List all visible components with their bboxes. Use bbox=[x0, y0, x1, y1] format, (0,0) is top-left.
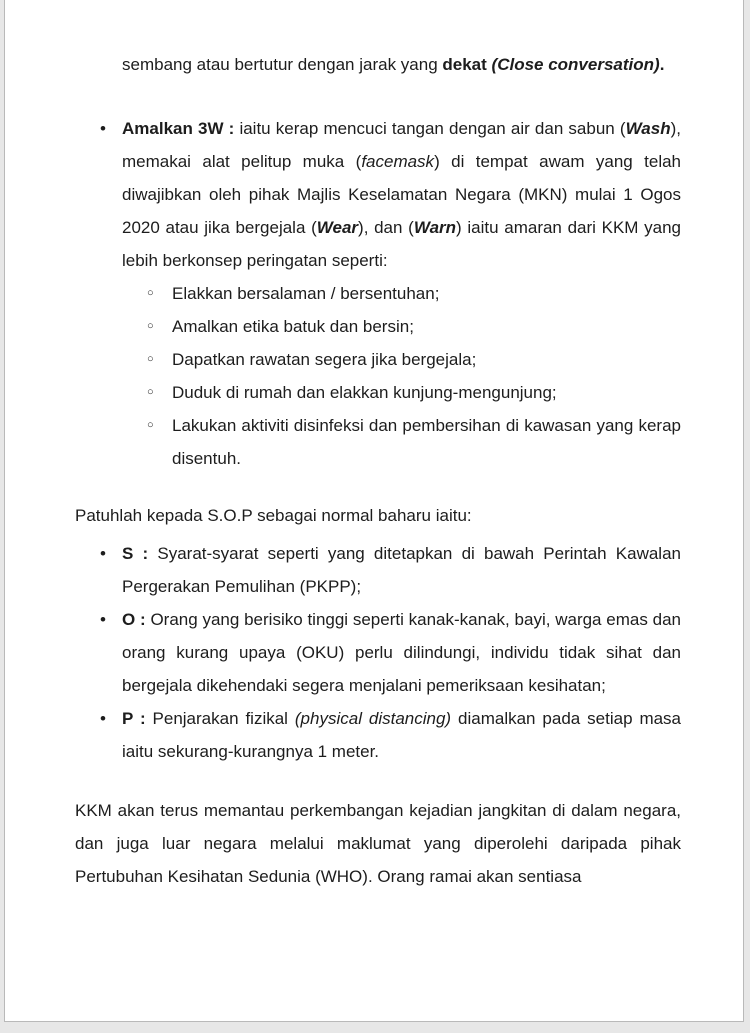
text-segment-bold: Amalkan 3W : bbox=[122, 119, 240, 138]
bullet-icon: • bbox=[100, 709, 106, 728]
bullet-icon: • bbox=[100, 610, 106, 629]
text-segment: sembang atau bertutur dengan jarak yang bbox=[122, 55, 443, 74]
text-segment-bold-italic: (Close conversation) bbox=[491, 55, 660, 74]
text-segment-bold-italic: Wash bbox=[625, 119, 671, 138]
text-segment-bold: dekat bbox=[442, 55, 492, 74]
list-item-p bbox=[100, 702, 681, 768]
circle-bullet-icon: ○ bbox=[147, 419, 154, 431]
list-item-amalkan-3w bbox=[100, 112, 681, 277]
list-item-text bbox=[122, 702, 681, 768]
list-item-rawatan-segera bbox=[147, 343, 681, 376]
list-item-text: Duduk di rumah dan elakkan kunjung-mengunjung; bbox=[172, 383, 557, 402]
circle-bullet-icon: ○ bbox=[147, 287, 154, 299]
list-item-text: Elakkan bersalaman / bersentuhan; bbox=[172, 284, 440, 303]
text-segment-bold: P : bbox=[122, 709, 153, 728]
bullet-list-3w bbox=[100, 112, 681, 277]
text-segment-italic: facemask bbox=[361, 152, 435, 171]
paragraph-patuhlah-sop: Patuhlah kepada S.O.P sebagai normal baharu iaitu: bbox=[75, 506, 472, 525]
paragraph-close-conversation bbox=[122, 48, 681, 81]
text-segment-bold: S : bbox=[122, 544, 158, 563]
bullet-icon: • bbox=[100, 119, 106, 138]
text-segment-italic: (physical distancing) bbox=[294, 709, 452, 728]
text-segment: ), memakai alat pelitup muka ( bbox=[122, 119, 681, 171]
list-item-disinfeksi bbox=[147, 409, 681, 475]
list-item-elakkan-bersalaman bbox=[147, 277, 681, 310]
circle-bullet-icon: ○ bbox=[147, 353, 154, 365]
list-item-text: Amalkan etika batuk dan bersin; bbox=[172, 317, 414, 336]
list-item-text bbox=[122, 537, 681, 603]
text-segment: Syarat-syarat seperti yang ditetapkan di bawah Perintah Kawalan Pergerakan Pemulihan (PKPP); bbox=[122, 544, 681, 596]
circle-bullet-icon: ○ bbox=[147, 386, 154, 398]
list-item-etika-batuk bbox=[147, 310, 681, 343]
text-segment: diamalkan pada setiap masa iaitu sekurang-kurangnya 1 meter. bbox=[122, 709, 682, 761]
text-segment: ) di tempat awam yang telah diwajibkan oleh pihak Majlis Keselamatan Negara (MKN) mulai 1 Ogos 2020 atau jika bergejala ( bbox=[122, 152, 682, 237]
bullet-icon: • bbox=[100, 544, 106, 563]
list-item-duduk-di-rumah bbox=[147, 376, 681, 409]
list-item-o bbox=[100, 603, 681, 702]
text-segment-bold-italic: Wear bbox=[316, 218, 359, 237]
list-item-text: Lakukan aktiviti disinfeksi dan pembersihan di kawasan yang kerap disentuh. bbox=[172, 416, 681, 468]
text-segment: Penjarakan fizikal bbox=[152, 709, 295, 728]
sub-bullet-list bbox=[147, 277, 681, 475]
text-segment-bold-italic: Warn bbox=[413, 218, 457, 237]
text-segment: iaitu kerap mencuci tangan dengan air dan sabun ( bbox=[239, 119, 626, 138]
list-item-text bbox=[122, 112, 681, 277]
bullet-list-sop bbox=[100, 537, 681, 768]
paragraph-kkm-monitoring: KKM akan terus memantau perkembangan kejadian jangkitan di dalam negara, dan juga luar negara melalui maklumat yang diperolehi daripada pihak Pertubuhan Kesihatan Sedunia (WHO). Orang ramai akan sentiasa bbox=[75, 801, 681, 886]
circle-bullet-icon: ○ bbox=[147, 320, 154, 332]
list-item-text bbox=[122, 603, 681, 702]
text-segment: Orang yang berisiko tinggi seperti kanak-kanak, bayi, warga emas dan orang kurang upaya (OKU) perlu dilindungi, individu tidak sihat dan bergejala dikehendaki segera menjalani pemeriksaan kesihatan; bbox=[122, 610, 681, 695]
text-segment: ), dan ( bbox=[358, 218, 414, 237]
document-page bbox=[4, 0, 744, 1022]
text-segment-bold: O : bbox=[122, 610, 151, 629]
list-item-s bbox=[100, 537, 681, 603]
text-segment-bold: . bbox=[659, 55, 665, 74]
text-segment: ) iaitu amaran dari KKM yang lebih berkonsep peringatan seperti: bbox=[122, 218, 681, 270]
list-item-text: Dapatkan rawatan segera jika bergejala; bbox=[172, 350, 477, 369]
